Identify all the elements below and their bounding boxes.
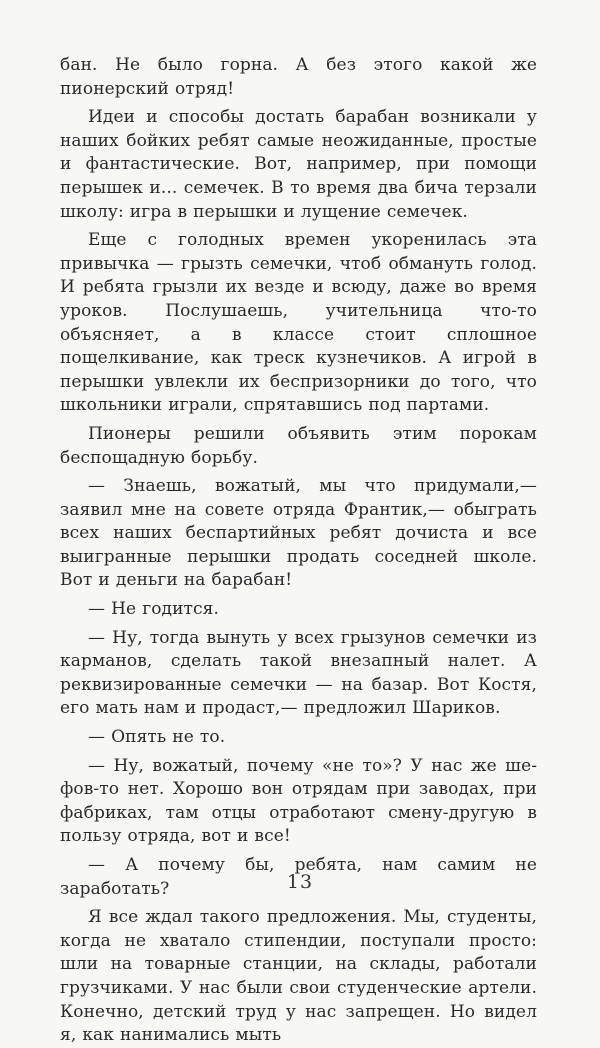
dialogue-line: — Ну, вожатый, почему «не то»? У нас же шефов-то нет. Хорошо вон отрядам при заводах, при фабриках, там отцы отработают смену-другую в пользу отряда, вот и все! bbox=[60, 755, 537, 847]
dialogue-line: — Знаешь, вожатый, мы что придумали,— заявил мне на совете отряда Франтик,— обыграть всех наших беспартийных ребят дочиста и все выигранные перышки продать соседней школе. Вот и деньги на барабан! bbox=[60, 476, 537, 591]
dialogue-line: — Опять не то. bbox=[88, 727, 226, 748]
paragraph: Еще с голодных времен укоренилась эта привычка — грызть семечки, чтоб обмануть голод. И ребята грызли их везде и всюду, даже во время уроков. Послушаешь, учительница что-то объясняет, а в классе стоит сплошное пощелкивание, как треск кузнечиков. А игрой в перышки увлекли их беспризорники до того, что школьники играли, спрятавшись под партами. bbox=[60, 230, 537, 416]
paragraph: Я все ждал такого предложения. Мы, студенты, когда не хватало стипендии, поступали просто: шли на товарные станции, на склады, работали грузчиками. У нас были свои студенческие артели. Конечно, детский труд у нас запрещен. Но видел я, как нанимались мыть bbox=[60, 907, 537, 1046]
dialogue-line: — А почему бы, ребята, нам самим не заработать? bbox=[60, 855, 537, 899]
paragraph: бан. Не было горна. А без этого какой же пионерский отряд! bbox=[60, 55, 537, 99]
paragraph: Пионеры решили объявить этим порокам беспощадную борьбу. bbox=[60, 423, 537, 468]
paragraph: Идеи и способы достать барабан возникали у наших бойких ребят самые неожиданные, простые и фантастические. Вот, например, при помощи перышек и... семечек. В то время два бича терзали школу: игра в перышки и лущение семечек. bbox=[60, 107, 537, 222]
dialogue-line: — Ну, тогда вынуть у всех грызунов семечки из карманов, сделать такой внезапный налет. А реквизированные семечки — на базар. Вот Костя, его мать нам и продаст,— предложил Шариков. bbox=[60, 627, 537, 719]
body-text bbox=[60, 54, 537, 1048]
page-number: 13 bbox=[286, 871, 314, 893]
dialogue-line: — Не годится. bbox=[88, 599, 219, 620]
